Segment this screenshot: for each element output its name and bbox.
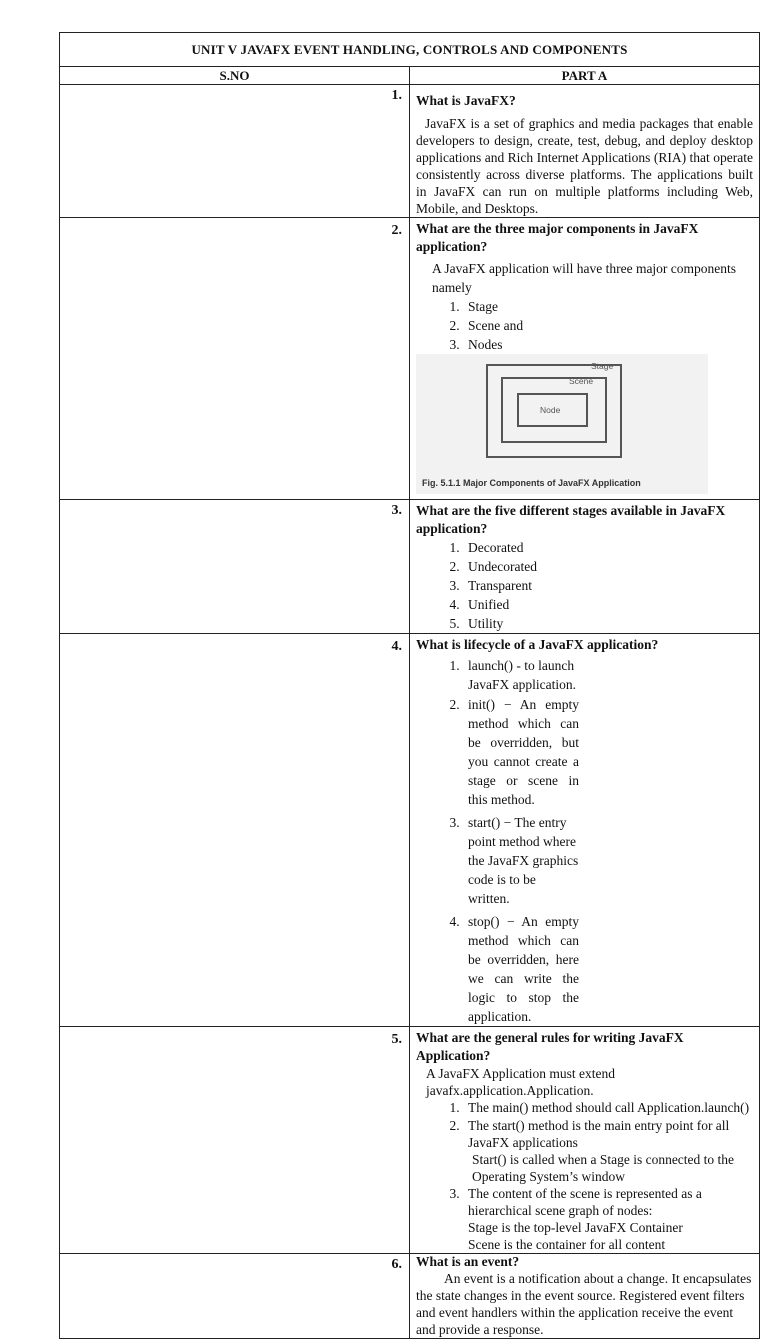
question-number: 4.	[60, 634, 410, 1027]
header-row	[60, 67, 760, 85]
components-list	[410, 297, 759, 354]
question-row-2	[60, 218, 760, 500]
figure-caption: Fig. 5.1.1 Major Components of JavaFX Application	[422, 478, 641, 488]
question-number: 3.	[60, 500, 410, 634]
question-row-4	[60, 634, 760, 1027]
list-item: 2. Scene and	[463, 316, 759, 335]
question-table	[59, 32, 760, 1339]
question-text: What are the general rules for writing JavaFX Application?	[416, 1030, 684, 1063]
question-row-1	[60, 85, 760, 218]
scene-label: Scene	[569, 376, 594, 386]
stages-list	[410, 538, 759, 633]
list-item: 5. Utility	[463, 614, 759, 633]
list-item	[463, 1185, 759, 1253]
list-item: 1. launch() - to launch JavaFX application.	[463, 656, 579, 694]
components-figure	[416, 354, 759, 499]
question-row-6	[60, 1254, 760, 1339]
answer-intro: A JavaFX application will have three major components namely	[432, 261, 737, 295]
list-item: 2. Undecorated	[463, 557, 759, 576]
rules-list	[410, 1099, 759, 1253]
list-item	[463, 1117, 759, 1185]
rule-subtext: Start() is called when a Stage is connected to the Operating System’s window	[472, 1152, 735, 1184]
list-item: 4. Unified	[463, 595, 759, 614]
rule-subtext: Scene is the container for all content	[468, 1237, 666, 1252]
question-row-3	[60, 500, 760, 634]
question-text: What is an event?	[416, 1254, 520, 1269]
question-number: 5.	[60, 1027, 410, 1254]
stage-label: Stage	[591, 361, 614, 371]
rule-text: 2. The start() method is the main entry point for all JavaFX applications	[468, 1118, 730, 1150]
answer-text: An event is a notification about a change. It encapsulates the state changes in the event source. Registered event filters and event handlers within the application receive the event and provide a response.	[416, 1271, 752, 1337]
rule-text: The main() method should call Application.launch()	[468, 1100, 750, 1115]
list-item: 3. Nodes	[463, 335, 759, 354]
list-item: 3. start() − The entry point method where the JavaFX graphics code is to be written.	[463, 813, 579, 908]
title-row	[60, 33, 760, 67]
sno-header: S.NO	[60, 67, 410, 85]
list-item: 3. Transparent	[463, 576, 759, 595]
list-item: 1. Decorated	[463, 538, 759, 557]
lifecycle-list	[410, 656, 759, 1026]
answer-intro: A JavaFX Application must extend javafx.application.Application.	[426, 1066, 615, 1098]
question-number: 1.	[60, 85, 410, 218]
question-text: What is lifecycle of a JavaFX application?	[416, 637, 659, 652]
question-text: What are the five different stages available in JavaFX application?	[416, 503, 726, 536]
question-number: 6.	[60, 1254, 410, 1339]
question-number: 2.	[60, 218, 410, 500]
answer-text: JavaFX is a set of graphics and media packages that enable developers to design, create, test, debug, and deploy desktop applications and Rich Internet Applications (RIA) that operate consistently across diverse platforms. The applications built in JavaFX can run on multiple platforms including Web, Mobile, and Desktops.	[416, 116, 753, 216]
list-item: 2. init() − An empty method which can be overridden, but you cannot create a stage or scene in this method.	[463, 695, 579, 809]
node-label: Node	[540, 405, 561, 415]
rule-subtext: Stage is the top-level JavaFX Container	[468, 1220, 683, 1235]
list-item: 4. stop() − An empty method which can be overridden, here we can write the logic to stop the application.	[463, 912, 579, 1026]
rule-text: 3. The content of the scene is represented as a hierarchical scene graph of nodes:	[468, 1186, 702, 1218]
unit-title: UNIT V JAVAFX EVENT HANDLING, CONTROLS AND COMPONENTS	[60, 33, 760, 67]
question-row-5	[60, 1027, 760, 1254]
question-text: What is JavaFX?	[416, 93, 516, 108]
question-text: What are the three major components in JavaFX application?	[416, 221, 699, 254]
list-item	[463, 1099, 759, 1117]
part-header: PART A	[410, 67, 760, 85]
list-item: 1. Stage	[463, 297, 759, 316]
